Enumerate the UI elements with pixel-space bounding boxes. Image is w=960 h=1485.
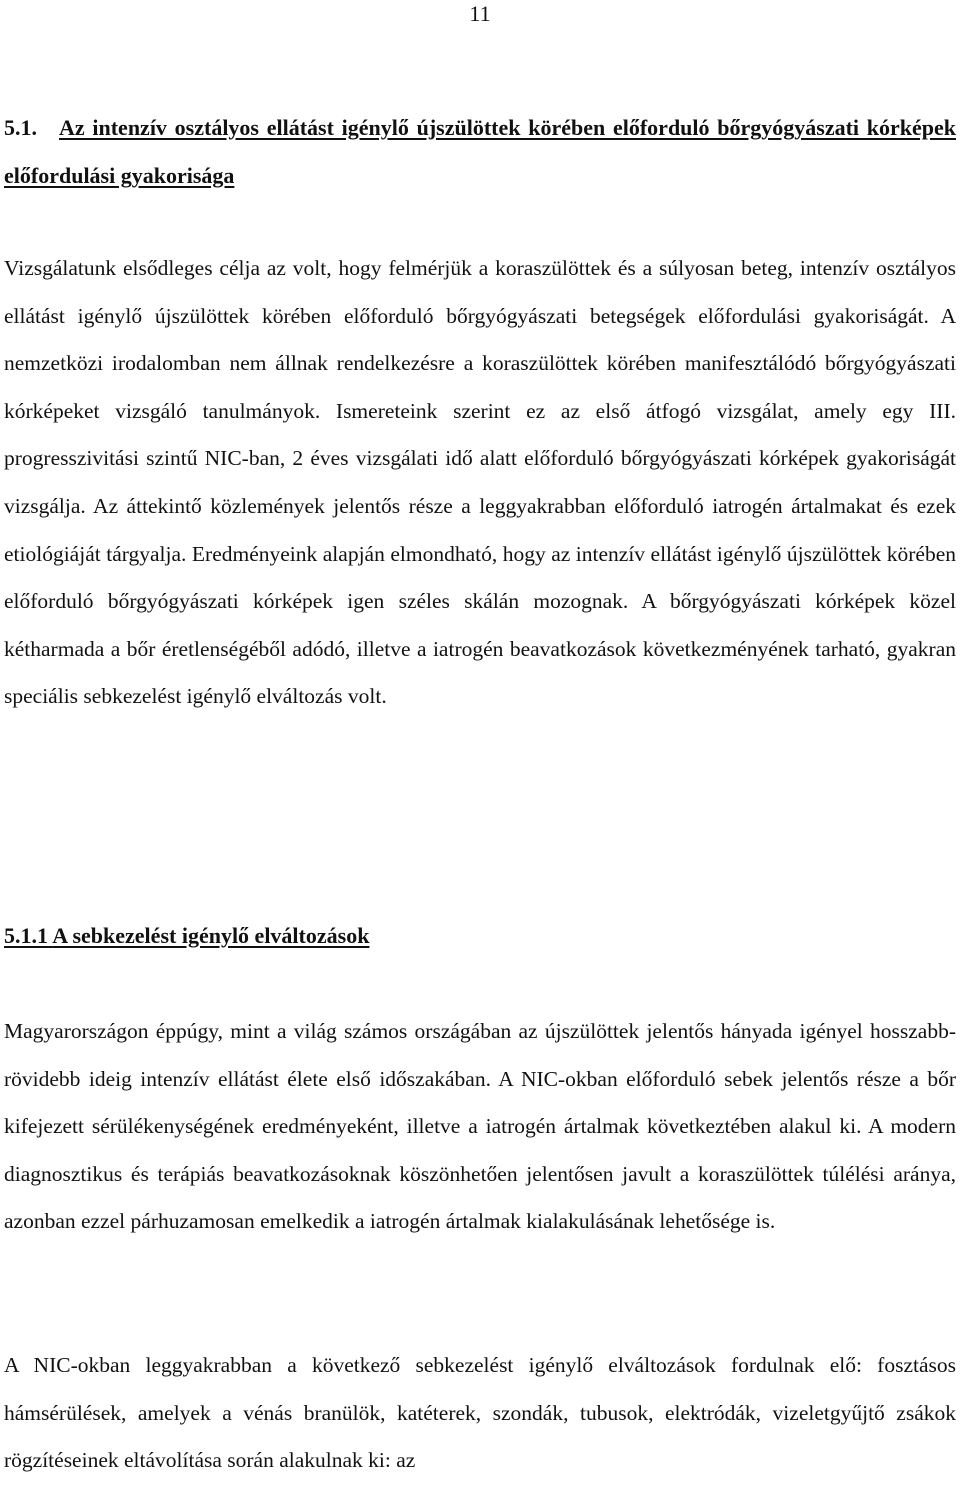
subsection-number: 5.1.1 — [4, 923, 48, 948]
subsection-paragraph-1: Magyarországon éppúgy, mint a világ számos országában az újszülöttek jelentős hányada igényel hosszabb-rövidebb ideig intenzív ellátást élete első időszakában. A NIC-okban előforduló sebek jelentős része a bőr kifejezett sérülékenységének eredményeként, illetve a iatrogén ártalmak következtében alakul ki. A modern diagnosztikus és terápiás beavatkozásoknak köszönhetően jelentősen javult a koraszülöttek túlélési aránya, azonban ezzel párhuzamosan emelkedik a iatrogén ártalmak kialakulásának lehetősége is. — [4, 1019, 956, 1234]
section-heading — [4, 104, 956, 200]
section-title: Az intenzív osztályos ellátást igénylő újszülöttek körében előforduló bőrgyógyászati kórképek előfordulási gyakorisága — [4, 115, 956, 188]
section-paragraph: Vizsgálatunk elsődleges célja az volt, hogy felmérjük a koraszülöttek és a súlyosan beteg, intenzív osztályos ellátást igénylő újszülöttek körében előforduló bőrgyógyászati betegségek előfordulási gyakoriságát. A nemzetközi irodalomban nem állnak rendelkezésre a koraszülöttek körében manifesztálódó bőrgyógyászati kórképeket vizsgáló tanulmányok. Ismereteink szerint ez az első átfogó vizsgálat, amely egy III. progresszivitási szintű NIC-ban, 2 éves vizsgálati idő alatt előforduló bőrgyógyászati kórképek gyakoriságát vizsgálja. Az áttekintő közlemények jelentős része a leggyakrabban előforduló iatrogén ártalmakat és ezek etiológiáját tárgyalja. Eredményeink alapján elmondható, hogy az intenzív ellátást igénylő újszülöttek körében előforduló bőrgyógyászati kórképek igen széles skálán mozognak. A bőrgyógyászati kórképek közel kétharmada a bőr éretlenségéből adódó, illetve a iatrogén beavatkozások következményének tarható, gyakran speciális sebkezelést igénylő elváltozás volt. — [4, 256, 956, 709]
subsection-heading — [4, 912, 369, 960]
page-number: 11 — [469, 1, 491, 26]
section-number: 5.1. — [4, 115, 37, 140]
subsection-paragraph-2: A NIC-okban leggyakrabban a következő sebkezelést igénylő elváltozások fordulnak elő: fosztásos hámsérülések, amelyek a vénás branülök, katéterek, szondák, tubusok, elektródák, vizeletgyűjtő zsákok rögzítéseinek eltávolítása során alakulnak ki: az — [4, 1353, 956, 1473]
subsection-title: A sebkezelést igénylő elváltozások — [52, 923, 370, 948]
